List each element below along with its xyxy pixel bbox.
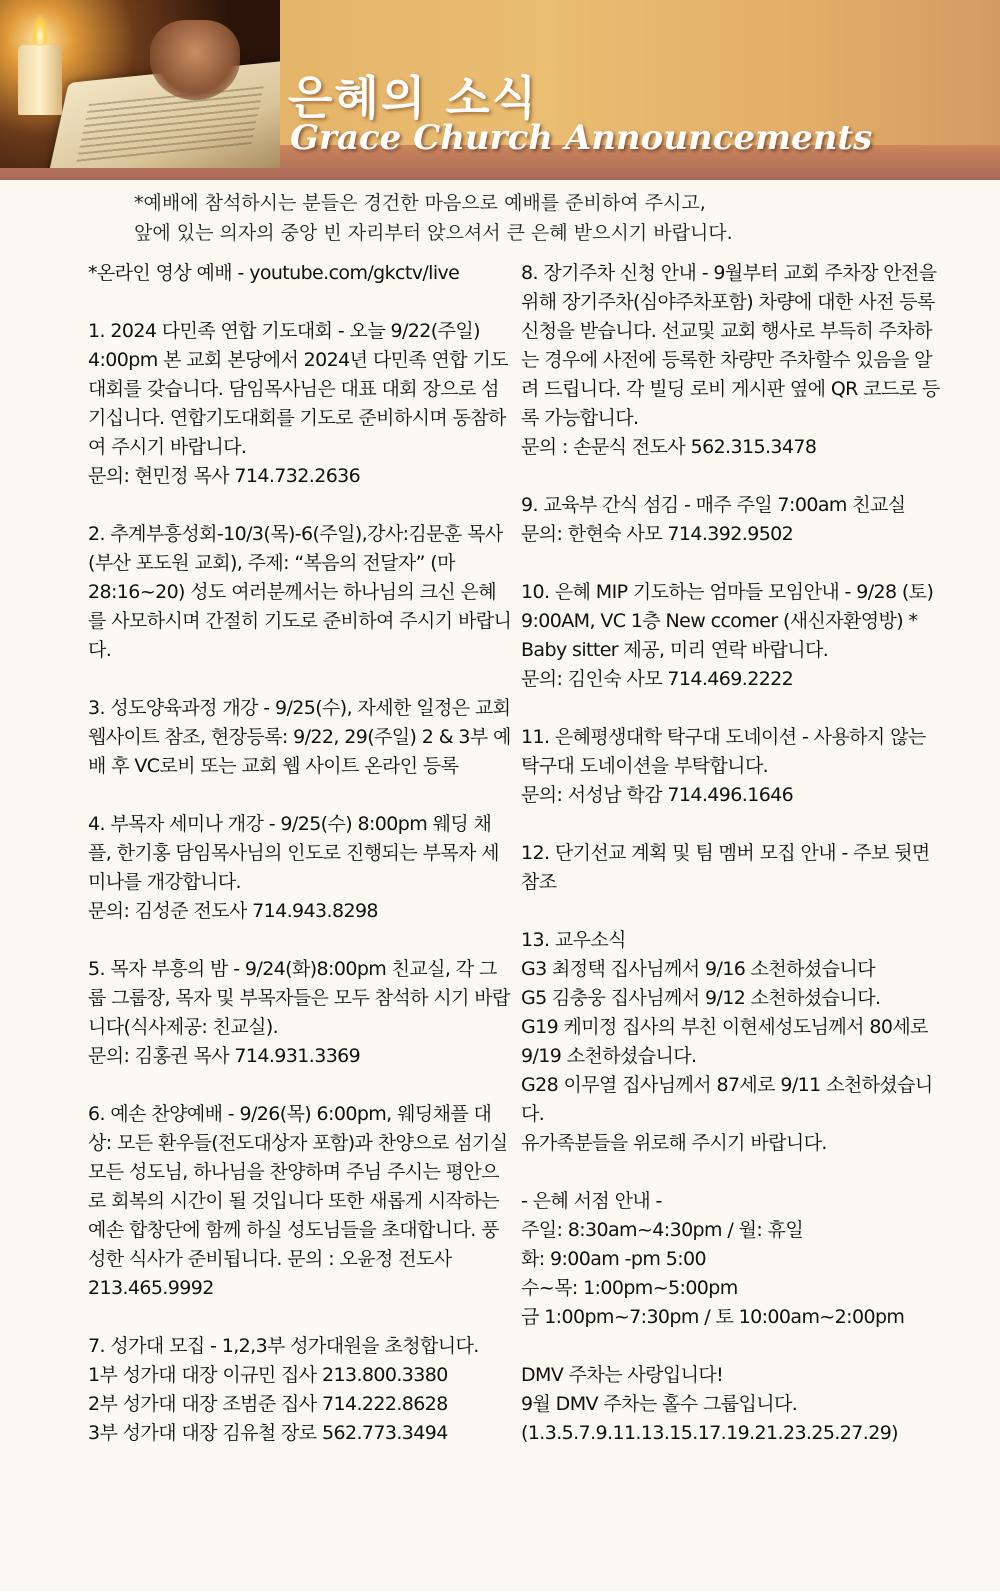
announcement-4 xyxy=(88,810,512,926)
announcement-12-text: 12. 단기선교 계획 및 팀 멤버 모집 안내 - 주보 뒷면 참조 xyxy=(521,842,930,893)
announcement-1-text: 1. 2024 다민족 연합 기도대회 - 오늘 9/22(주일) 4:00pm 본 교회 본당에서 2024년 다민족 연합 기도대회를 갖습니다. 담임목사님은 대표 대회 장으로 섬기십니다. 연합기도대회를 기도로 준비하시며 동참하여 주시기 바랍니다. xyxy=(88,320,508,458)
announcement-7-text: 7. 성가대 모집 - 1,2,3부 성가대원을 초청합니다. xyxy=(88,1335,479,1357)
announcement-10 xyxy=(521,578,941,694)
announcement-2 xyxy=(88,520,512,665)
announcement-12 xyxy=(521,839,941,897)
announcement-4-contact: 문의: 김성준 전도사 714.943.8298 xyxy=(88,900,378,922)
praying-hands-image xyxy=(150,20,240,100)
title-english: Grace Church Announcements xyxy=(290,118,873,158)
announcement-9-text: 9. 교육부 간식 섬김 - 매주 주일 7:00am 친교실 xyxy=(521,494,906,516)
announcement-11-text: 11. 은혜평생대학 탁구대 도네이션 - 사용하지 않는 탁구대 도네이션을 부탁합니다. xyxy=(521,726,926,777)
announcement-9-contact: 문의: 한현숙 사모 714.392.9502 xyxy=(521,523,794,545)
announcement-1 xyxy=(88,317,512,491)
announcement-3 xyxy=(88,694,512,781)
announcement-11-contact: 문의: 서성남 학감 714.496.1646 xyxy=(521,784,794,806)
announcement-8 xyxy=(521,259,941,462)
bookstore-hours-1: 주일: 8:30am~4:30pm / 월: 휴일 xyxy=(521,1219,804,1241)
announcement-8-contact: 문의 : 손문식 전도사 562.315.3478 xyxy=(521,436,817,458)
candle-bible-photo xyxy=(0,0,280,168)
right-column xyxy=(521,259,941,1477)
member-news-2: G5 김충웅 집사님께서 9/12 소천하셨습니다. xyxy=(521,987,881,1009)
announcement-7-line-3: 3부 성가대 대장 김유철 장로 562.773.3494 xyxy=(88,1422,448,1444)
announcement-7-line-2: 2부 성가대 대장 조범준 집사 714.222.8628 xyxy=(88,1393,448,1415)
member-news-3: G19 케미정 집사의 부친 이현세성도님께서 80세로 9/19 소천하셨습니다. xyxy=(521,1016,928,1067)
announcement-3-text: 3. 성도양육과정 개강 - 9/25(수), 자세한 일정은 교회 웹사이트 참조, 현장등록: 9/22, 29(주일) 2 & 3부 예배 후 VC로비 또는 교회 웹 사이트 온라인 등록 xyxy=(88,697,511,777)
bookstore-info xyxy=(521,1187,941,1332)
intro-line-1: *예배에 참석하시는 분들은 경건한 마음으로 예배를 준비하여 주시고, xyxy=(134,192,706,214)
announcement-8-text: 8. 장기주차 신청 안내 - 9월부터 교회 주차장 안전을 위해 장기주차(심야주차포함) 차량에 대한 사전 등록 신청을 받습니다. 선교및 교회 행사로 부득히 주차하는 경우에 사전에 등록한 차량만 주차할수 있음을 알려 드립니다. 각 빌딩 로비 게시판 옆에 QR 코드로 등록 가능합니다. xyxy=(521,262,940,429)
title-korean: 은혜의 소식 xyxy=(288,71,539,125)
member-news-4: G28 이무열 집사님께서 87세로 9/11 소천하셨습니다. xyxy=(521,1074,933,1125)
announcement-13 xyxy=(521,926,941,1158)
announcement-6-text: 6. 예손 찬양예배 - 9/26(목) 6:00pm, 웨딩채플 대상: 모든 환우들(전도대상자 포함)과 찬양으로 섬기실 모든 성도님, 하나님을 찬양하며 주님 주시는 평안으로 회복의 시간이 될 것입니다 또한 새롭게 시작하는 예손 합창단에 함께 하실 성도님들을 초대합니다. 풍성한 식사가 준비됩니다. 문의 : 오윤정 전도사 213.465.9992 xyxy=(88,1103,508,1299)
announcement-6 xyxy=(88,1100,512,1303)
candle-image xyxy=(18,45,62,115)
bookstore-hours-2: 화: 9:00am -pm 5:00 xyxy=(521,1248,706,1270)
bookstore-hours-4: 금 1:00pm~7:30pm / 토 10:00am~2:00pm xyxy=(521,1306,905,1328)
bookstore-title: - 은혜 서점 안내 - xyxy=(521,1190,662,1212)
dmv-line-3: (1.3.5.7.9.11.13.15.17.19.21.23.25.27.29) xyxy=(521,1422,898,1444)
member-news-5: 유가족분들을 위로해 주시기 바랍니다. xyxy=(521,1132,827,1154)
announcement-11 xyxy=(521,723,941,810)
announcement-5-contact: 문의: 김홍권 목사 714.931.3369 xyxy=(88,1045,361,1067)
dmv-parking xyxy=(521,1361,941,1448)
intro-notice xyxy=(134,188,914,248)
announcement-9 xyxy=(521,491,941,549)
candle-flame-image xyxy=(32,14,48,46)
announcement-2-text: 2. 추계부흥성회-10/3(목)-6(주일),강사:김문훈 목사(부산 포도원 교회), 주제: “복음의 전달자” (마28:16~20) 성도 여러분께서는 하나님의 크신 은혜를 사모하시며 간절히 기도로 준비하여 주시기 바랍니다. xyxy=(88,523,512,661)
online-worship-text: *온라인 영상 예배 - youtube.com/gkctv/live xyxy=(88,262,460,284)
dmv-line-2: 9월 DMV 주차는 홀수 그룹입니다. xyxy=(521,1393,798,1415)
announcement-10-text: 10. 은혜 MIP 기도하는 엄마들 모임안내 - 9/28 (토) 9:00AM, VC 1층 New ccomer (새신자환영방) * Baby sitter 제공, 미리 연락 바랍니다. xyxy=(521,581,934,661)
announcement-7 xyxy=(88,1332,512,1448)
online-worship xyxy=(88,259,512,288)
announcement-5 xyxy=(88,955,512,1071)
announcement-10-contact: 문의: 김인숙 사모 714.469.2222 xyxy=(521,668,794,690)
announcement-5-text: 5. 목자 부흥의 밤 - 9/24(화)8:00pm 친교실, 각 그룹 그룹장, 목자 및 부목자들은 모두 참석하 시기 바랍니다(식사제공: 친교실). xyxy=(88,958,510,1038)
left-column xyxy=(88,259,512,1477)
announcement-7-line-1: 1부 성가대 대장 이규민 집사 213.800.3380 xyxy=(88,1364,448,1386)
dmv-line-1: DMV 주차는 사랑입니다! xyxy=(521,1364,724,1386)
announcement-1-contact: 문의: 현민정 목사 714.732.2636 xyxy=(88,465,361,487)
bookstore-hours-3: 수~목: 1:00pm~5:00pm xyxy=(521,1277,738,1299)
header-banner xyxy=(0,0,1000,180)
intro-line-2: 앞에 있는 의자의 중앙 빈 자리부터 앉으셔서 큰 은혜 받으시기 바랍니다. xyxy=(134,222,733,244)
member-news-1: G3 최정택 집사님께서 9/16 소천하셨습니다 xyxy=(521,958,875,980)
announcement-4-text: 4. 부목자 세미나 개강 - 9/25(수) 8:00pm 웨딩 채플, 한기홍 담임목사님의 인도로 진행되는 부목자 세미나를 개강합니다. xyxy=(88,813,499,893)
announcement-13-title: 13. 교우소식 xyxy=(521,929,626,951)
